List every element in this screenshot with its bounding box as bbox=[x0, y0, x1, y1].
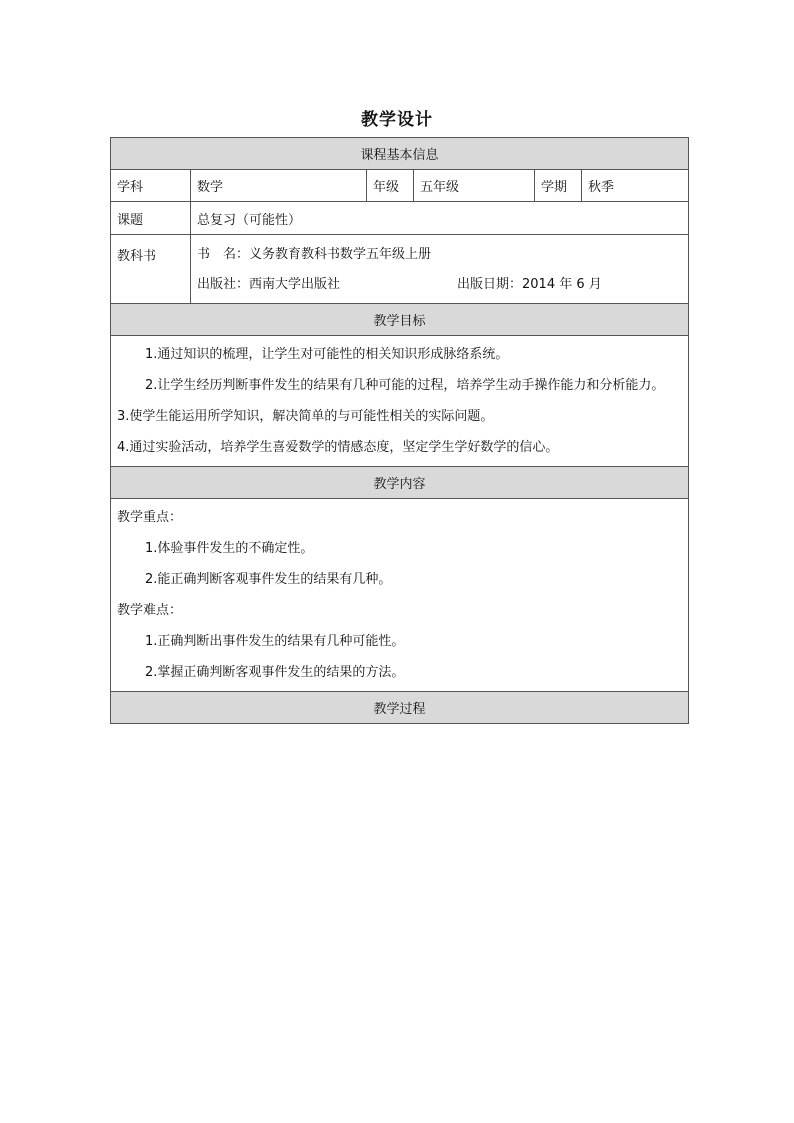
key-point-item: 1.体验事件发生的不确定性。 bbox=[145, 541, 314, 556]
section-title-process: 教学过程 bbox=[111, 692, 689, 724]
difficulties-heading: 教学难点： bbox=[117, 603, 183, 618]
textbook-details bbox=[191, 235, 689, 304]
section-title-basic-info: 课程基本信息 bbox=[111, 138, 689, 170]
publication-date: 出版日期：2014 年 6 月 bbox=[457, 277, 602, 292]
subject-label: 学科 bbox=[111, 170, 191, 202]
topic-label: 课题 bbox=[111, 202, 191, 235]
topic-value: 总复习（可能性） bbox=[191, 202, 689, 235]
difficulty-item: 2.掌握正确判断客观事件发生的结果的方法。 bbox=[145, 665, 405, 680]
section-title-objectives: 教学目标 bbox=[111, 304, 689, 336]
content-body bbox=[111, 499, 689, 692]
key-point-item: 2.能正确判断客观事件发生的结果有几种。 bbox=[145, 572, 392, 587]
topic-row bbox=[111, 202, 689, 235]
textbook-row bbox=[111, 235, 689, 304]
grade-label: 年级 bbox=[367, 170, 414, 202]
objective-item: 4.通过实验活动，培养学生喜爱数学的情感态度，坚定学生学好数学的信心。 bbox=[117, 440, 559, 455]
term-label: 学期 bbox=[535, 170, 582, 202]
objective-item: 3.使学生能运用所学知识，解决简单的与可能性相关的实际问题。 bbox=[117, 409, 494, 424]
term-value: 秋季 bbox=[582, 170, 689, 202]
objectives-row bbox=[111, 336, 689, 467]
key-points-heading: 教学重点： bbox=[117, 510, 183, 525]
lesson-plan-table bbox=[110, 137, 689, 724]
section-header-basic-info bbox=[111, 138, 689, 170]
book-name: 书 名：义务教育教科书数学五年级上册 bbox=[197, 247, 432, 262]
subject-value: 数学 bbox=[191, 170, 367, 202]
section-title-content: 教学内容 bbox=[111, 467, 689, 499]
objectives-list bbox=[111, 336, 689, 467]
objective-item: 1.通过知识的梳理，让学生对可能性的相关知识形成脉络系统。 bbox=[145, 347, 509, 362]
textbook-label: 教科书 bbox=[111, 235, 191, 304]
basic-info-row bbox=[111, 170, 689, 202]
content-row bbox=[111, 499, 689, 692]
grade-value: 五年级 bbox=[414, 170, 535, 202]
section-header-content bbox=[111, 467, 689, 499]
document-title: 教学设计 bbox=[361, 110, 433, 130]
publication-info bbox=[197, 270, 682, 299]
section-header-objectives bbox=[111, 304, 689, 336]
objective-item: 2.让学生经历判断事件发生的结果有几种可能的过程，培养学生动手操作能力和分析能力。 bbox=[145, 378, 665, 393]
difficulty-item: 1.正确判断出事件发生的结果有几种可能性。 bbox=[145, 634, 405, 649]
publisher: 出版社：西南大学出版社 bbox=[197, 277, 341, 292]
section-header-process bbox=[111, 692, 689, 724]
